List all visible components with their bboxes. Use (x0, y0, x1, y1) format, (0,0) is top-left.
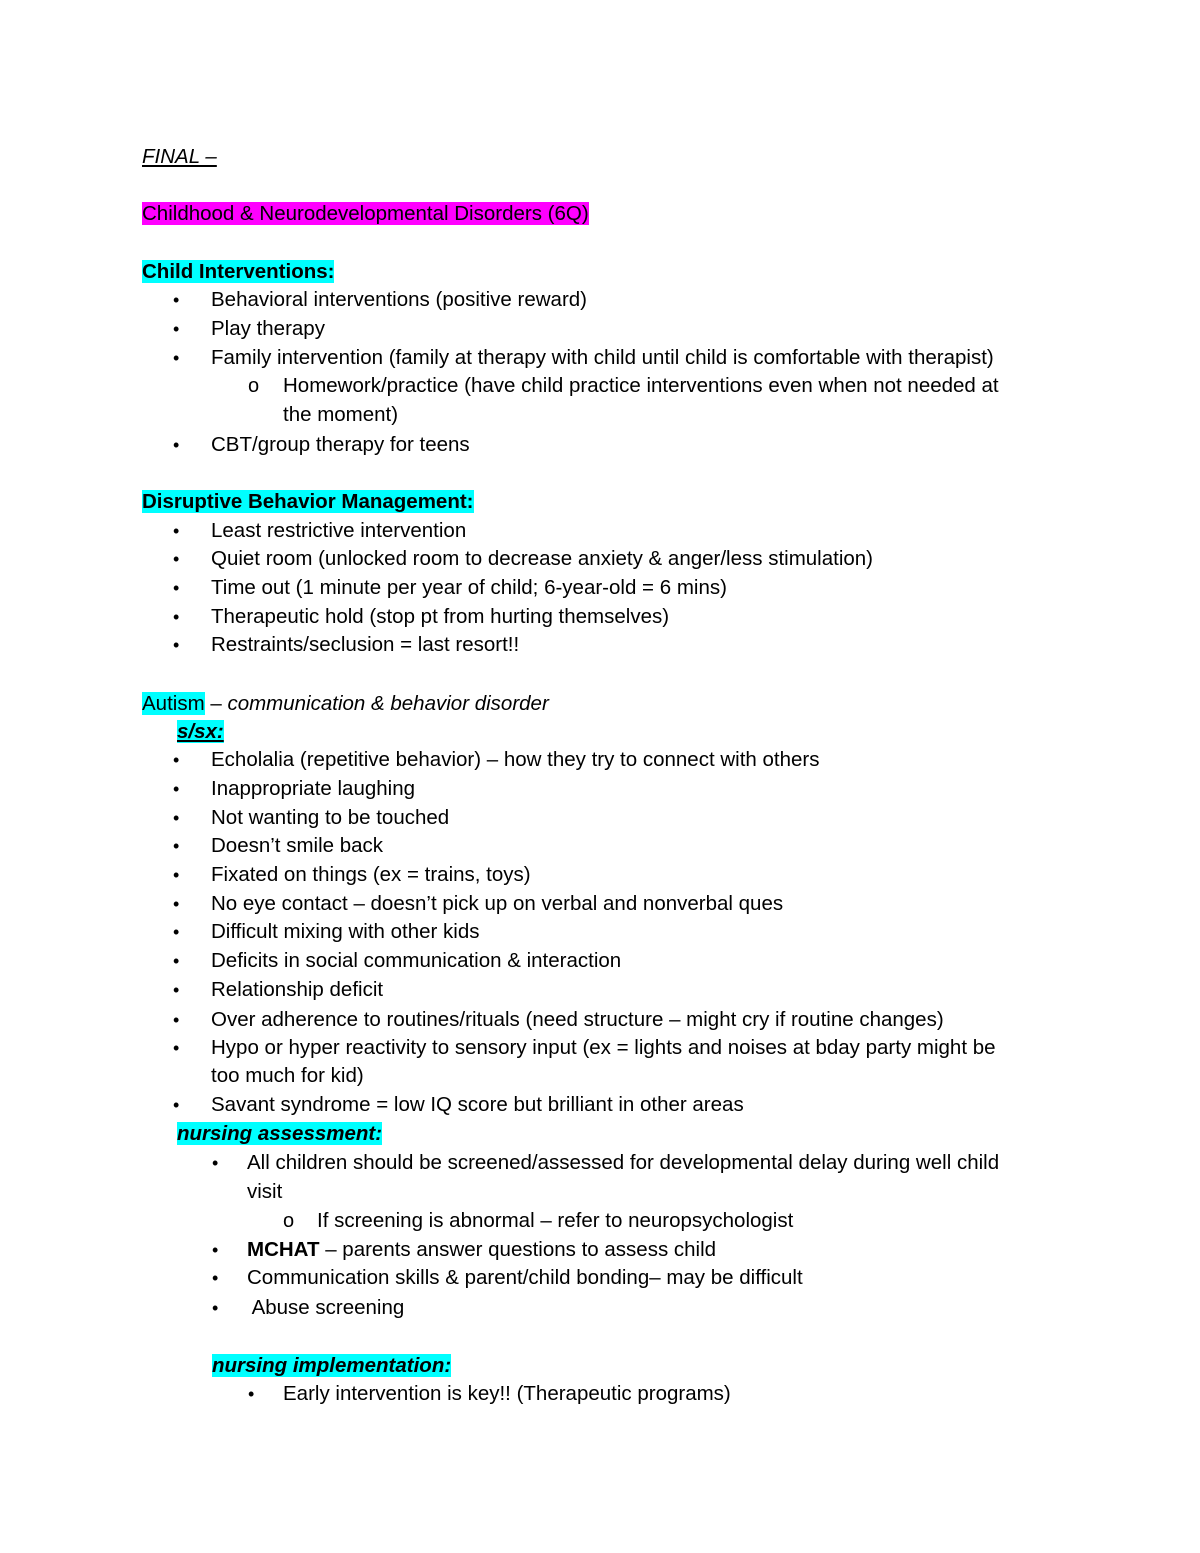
list-item: Abuse screening (247, 1296, 405, 1319)
autism-dash: – (204, 692, 228, 715)
list-item-continued: too much for kid) (211, 1064, 364, 1087)
ssx-label-text: s/sx: (177, 720, 224, 743)
bullet-icon: • (212, 1298, 219, 1318)
bullet-icon: • (173, 521, 180, 541)
list-item: Doesn’t smile back (211, 834, 384, 857)
doc-title: FINAL – (142, 145, 217, 168)
child-interventions-heading (142, 258, 334, 286)
disruptive-heading-text: Disruptive Behavior Management: (142, 490, 474, 513)
bullet-icon: • (173, 1038, 180, 1058)
list-item: Communication skills & parent/child bonding– may be difficult (247, 1266, 803, 1289)
list-item: If screening is abnormal – refer to neuropsychologist (317, 1209, 794, 1232)
bullet-icon: • (173, 578, 180, 598)
sub-bullet-icon: o (248, 375, 260, 397)
assessment-heading (177, 1120, 382, 1148)
bullet-icon: • (173, 808, 180, 828)
bullet-icon: • (212, 1268, 219, 1288)
disruptive-heading (142, 488, 474, 516)
child-interventions-heading-text: Child Interventions: (142, 260, 335, 283)
bullet-icon: • (173, 1010, 180, 1030)
list-item: Over adherence to routines/rituals (need structure – might cry if routine changes) (211, 1008, 944, 1031)
list-item: Echolalia (repetitive behavior) – how they try to connect with others (211, 748, 820, 771)
bullet-icon: • (173, 635, 180, 655)
list-item: Time out (1 minute per year of child; 6-year-old = 6 mins) (211, 576, 727, 599)
list-item: Quiet room (unlocked room to decrease anxiety & anger/less stimulation) (211, 547, 874, 570)
list-item: Relationship deficit (211, 978, 384, 1001)
list-item: No eye contact – doesn’t pick up on verbal and nonverbal ques (211, 892, 784, 915)
bullet-icon: • (173, 922, 180, 942)
assessment-heading-text: nursing assessment: (177, 1122, 383, 1145)
implementation-heading (212, 1352, 451, 1380)
bullet-icon: • (173, 980, 180, 1000)
list-item: Least restrictive intervention (211, 519, 467, 542)
autism-heading-text: Autism (142, 692, 205, 715)
bullet-icon: • (173, 435, 180, 455)
bullet-icon: • (173, 951, 180, 971)
mchat-label: MCHAT (247, 1238, 320, 1261)
bullet-icon: • (173, 319, 180, 339)
list-item: Savant syndrome = low IQ score but brilliant in other areas (211, 1093, 744, 1116)
bullet-icon: • (173, 779, 180, 799)
autism-subtitle: communication & behavior disorder (227, 692, 549, 715)
mchat-desc: – parents answer questions to assess child (319, 1238, 717, 1261)
list-item: Play therapy (211, 317, 325, 340)
bullet-icon: • (173, 607, 180, 627)
section-heading (142, 200, 589, 228)
list-item: Hypo or hyper reactivity to sensory input (ex = lights and noises at bday party might be (211, 1036, 996, 1059)
bullet-icon: • (248, 1384, 255, 1404)
bullet-icon: • (173, 894, 180, 914)
bullet-icon: • (173, 750, 180, 770)
list-item: CBT/group therapy for teens (211, 433, 470, 456)
list-item: Deficits in social communication & interaction (211, 949, 622, 972)
bullet-icon: • (173, 549, 180, 569)
bullet-icon: • (173, 1095, 180, 1115)
list-item: Homework/practice (have child practice interventions even when not needed at (283, 374, 999, 397)
list-item: Family intervention (family at therapy with child until child is comfortable with therapist) (211, 346, 994, 369)
list-item-continued: the moment) (283, 403, 399, 426)
list-item: Therapeutic hold (stop pt from hurting themselves) (211, 605, 670, 628)
list-item (247, 1236, 716, 1264)
ssx-label (177, 718, 224, 746)
bullet-icon: • (173, 836, 180, 856)
sub-bullet-icon: o (283, 1210, 295, 1232)
list-item: Difficult mixing with other kids (211, 920, 480, 943)
bullet-icon: • (173, 865, 180, 885)
bullet-icon: • (173, 290, 180, 310)
bullet-icon: • (212, 1153, 219, 1173)
autism-heading (142, 690, 549, 718)
bullet-icon: • (173, 348, 180, 368)
section-heading-text: Childhood & Neurodevelopmental Disorders (6Q) (142, 202, 589, 225)
list-item: Fixated on things (ex = trains, toys) (211, 863, 531, 886)
list-item: Behavioral interventions (positive reward) (211, 288, 588, 311)
list-item: Early intervention is key!! (Therapeutic programs) (283, 1382, 731, 1405)
list-item: Inappropriate laughing (211, 777, 416, 800)
list-item: Restraints/seclusion = last resort!! (211, 633, 520, 656)
implementation-heading-text: nursing implementation: (212, 1354, 452, 1377)
list-item: Not wanting to be touched (211, 806, 450, 829)
bullet-icon: • (212, 1240, 219, 1260)
list-item: All children should be screened/assessed for developmental delay during well child (247, 1151, 1000, 1174)
list-item-continued: visit (247, 1180, 283, 1203)
